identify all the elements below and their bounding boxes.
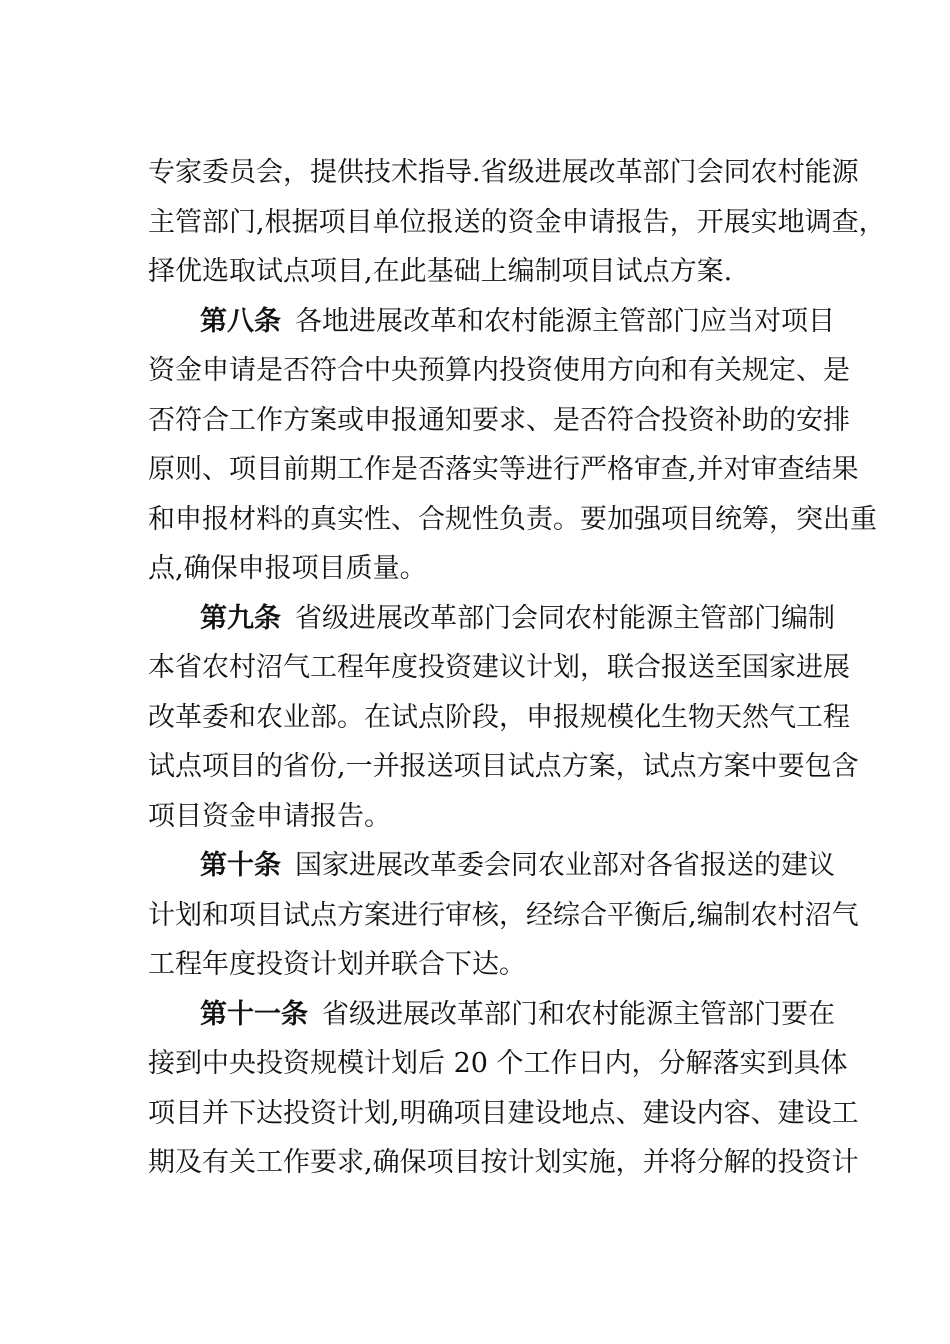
text-line: 专家委员会，提供技术指导.省级进展改革部门会同农村能源 (148, 157, 859, 188)
text-line: 否符合工作方案或申报通知要求、是否符合投资补助的安排 (148, 404, 850, 436)
article-text: 国家进展改革委会同农业部对各省报送的建议 (295, 850, 835, 881)
article-9 (148, 594, 859, 842)
article-8 (148, 297, 877, 594)
article-text: 各地进展改革和农村能源主管部门应当对项目 (295, 305, 835, 337)
text-line: 接到中央投资规模计划后 20 个工作日内，分解落实到具体 (148, 1048, 848, 1079)
text-line: 计划和项目试点方案进行审核，经综合平衡后,编制农村沼气 (148, 899, 859, 931)
article-heading: 第九条 (200, 602, 281, 634)
text-line (148, 297, 835, 347)
text-line: 主管部门,根据项目单位报送的资金申请报告，开展实地调查， (148, 206, 886, 238)
article-heading: 第十一条 (200, 998, 308, 1030)
paragraph-continuation (148, 148, 886, 297)
text-line (148, 594, 835, 644)
text-line: 工程年度投资计划并联合下达。 (148, 949, 526, 980)
text-line: 项目并下达投资计划,明确项目建设地点、建设内容、建设工 (148, 1097, 859, 1129)
article-10 (148, 841, 859, 990)
text-line: 试点项目的省份,一并报送项目试点方案，试点方案中要包含 (148, 751, 859, 782)
text-line: 项目资金申请报告。 (148, 800, 391, 832)
text-line: 择优选取试点项目,在此基础上编制项目试点方案. (148, 256, 733, 287)
article-heading: 第八条 (200, 305, 281, 337)
article-text: 省级进展改革部门会同农村能源主管部门编制 (295, 602, 835, 634)
text-line (148, 990, 835, 1040)
text-line: 资金申请是否符合中央预算内投资使用方向和有关规定、是 (148, 355, 850, 386)
text-line: 期及有关工作要求,确保项目按计划实施，并将分解的投资计 (148, 1147, 859, 1178)
text-line (148, 841, 835, 891)
article-heading: 第十条 (200, 850, 281, 881)
text-line: 原则、项目前期工作是否落实等进行严格审查,并对审查结果 (148, 454, 859, 485)
article-11 (148, 990, 859, 1188)
document-page (148, 148, 886, 1188)
text-line: 本省农村沼气工程年度投资建议计划，联合报送至国家进展 (148, 652, 850, 683)
text-line: 点,确保申报项目质量。 (148, 553, 427, 584)
article-text: 省级进展改革部门和农村能源主管部门要在 (322, 998, 835, 1030)
text-line: 和申报材料的真实性、合规性负责。要加强项目统筹，突出重 (148, 503, 877, 535)
text-line: 改革委和农业部。在试点阶段，申报规模化生物天然气工程 (148, 701, 850, 733)
